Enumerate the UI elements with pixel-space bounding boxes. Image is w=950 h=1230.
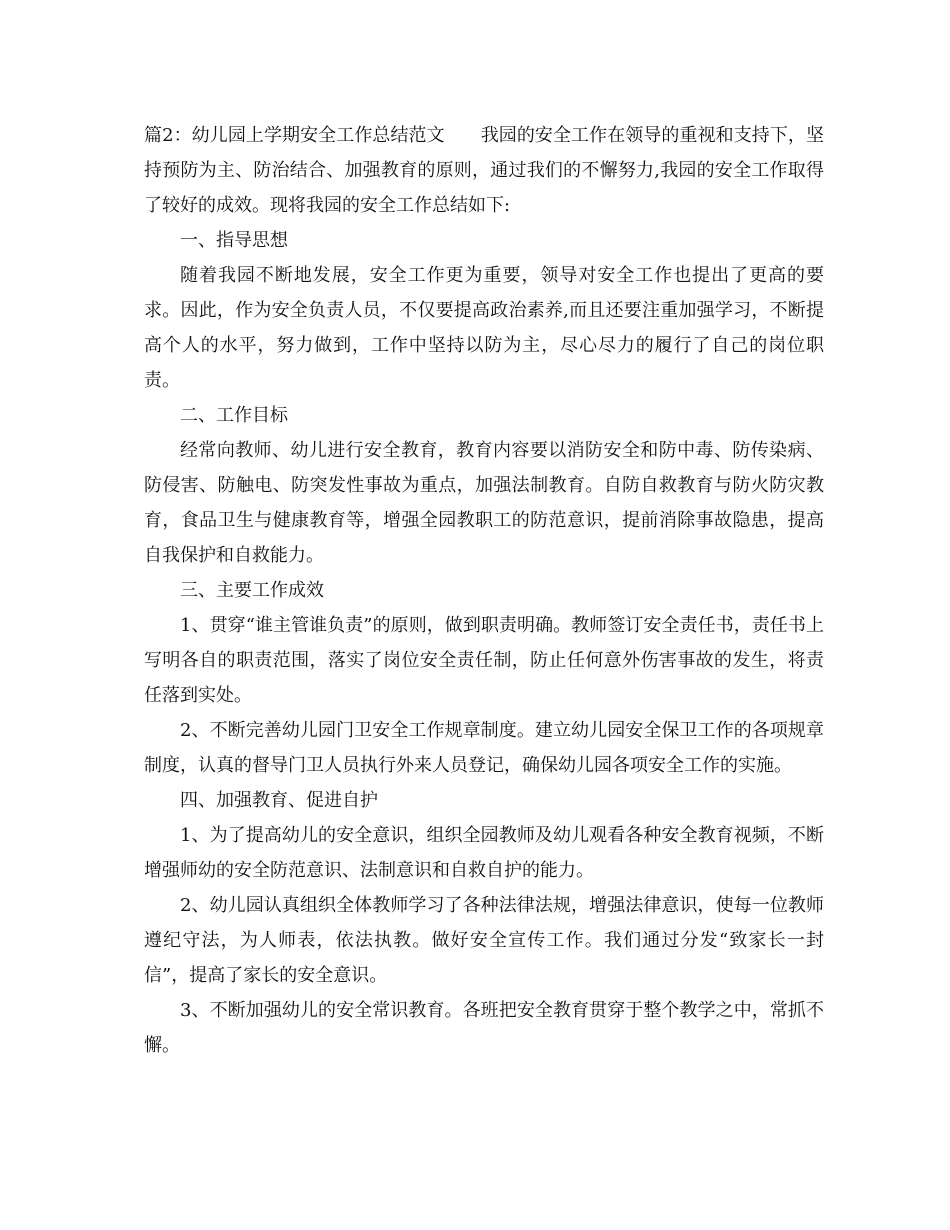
paragraph: 2、不断完善幼儿园门卫安全工作规章制度。建立幼儿园安全保卫工作的各项规章制度，认真的督导门卫人员执行外来人员登记，确保幼儿园各项安全工作的实施。 xyxy=(144,720,824,776)
paragraph: 1、贯穿“谁主管谁负责”的原则，做到职责明确。教师签订安全责任书，责任书上写明各自的职责范围，落实了岗位安全责任制，防止任何意外伤害事故的发生，将责任落到实处。 xyxy=(144,615,824,706)
section-heading: 三、主要工作成效 xyxy=(180,580,324,601)
section-heading: 四、加强教育、促进自护 xyxy=(180,790,378,811)
document-title: 篇2：幼儿园上学期安全工作总结范文 xyxy=(144,125,445,146)
intro-text: 我园的安全工作在领导的重视和支持下，坚持预防为主、防治结合、加强教育的原则，通过我们的不懈努力,我园的安全工作取得了较好的成效。现将我园的安全工作总结如下: xyxy=(144,125,824,216)
paragraph: 3、不断加强幼儿的安全常识教育。各班把安全教育贯穿于整个教学之中，常抓不懈。 xyxy=(144,1000,824,1056)
section-heading: 二、工作目标 xyxy=(180,405,288,426)
paragraph: 2、幼儿园认真组织全体教师学习了各种法律法规，增强法律意识，使每一位教师遵纪守法，为人师表，依法执教。做好安全宣传工作。我们通过分发“致家长一封信”，提高了家长的安全意识。 xyxy=(144,895,824,986)
paragraph: 经常向教师、幼儿进行安全教育，教育内容要以消防安全和防中毒、防传染病、防侵害、防触电、防突发性事故为重点，加强法制教育。自防自救教育与防火防灾教育，食品卫生与健康教育等，增强全园教职工的防范意识，提前消除事故隐患，提高自我保护和自救能力。 xyxy=(144,440,824,566)
paragraph: 1、为了提高幼儿的安全意识，组织全园教师及幼儿观看各种安全教育视频，不断增强师幼的安全防范意识、法制意识和自救自护的能力。 xyxy=(144,825,824,881)
paragraph: 随着我园不断地发展，安全工作更为重要，领导对安全工作也提出了更高的要求。因此，作为安全负责人员，不仅要提高政治素养,而且还要注重加强学习，不断提高个人的水平，努力做到，工作中坚持以防为主，尽心尽力的履行了自己的岗位职责。 xyxy=(144,265,824,391)
title-paragraph xyxy=(144,118,824,223)
document-body xyxy=(144,118,824,1063)
section-heading: 一、指导思想 xyxy=(180,230,288,251)
